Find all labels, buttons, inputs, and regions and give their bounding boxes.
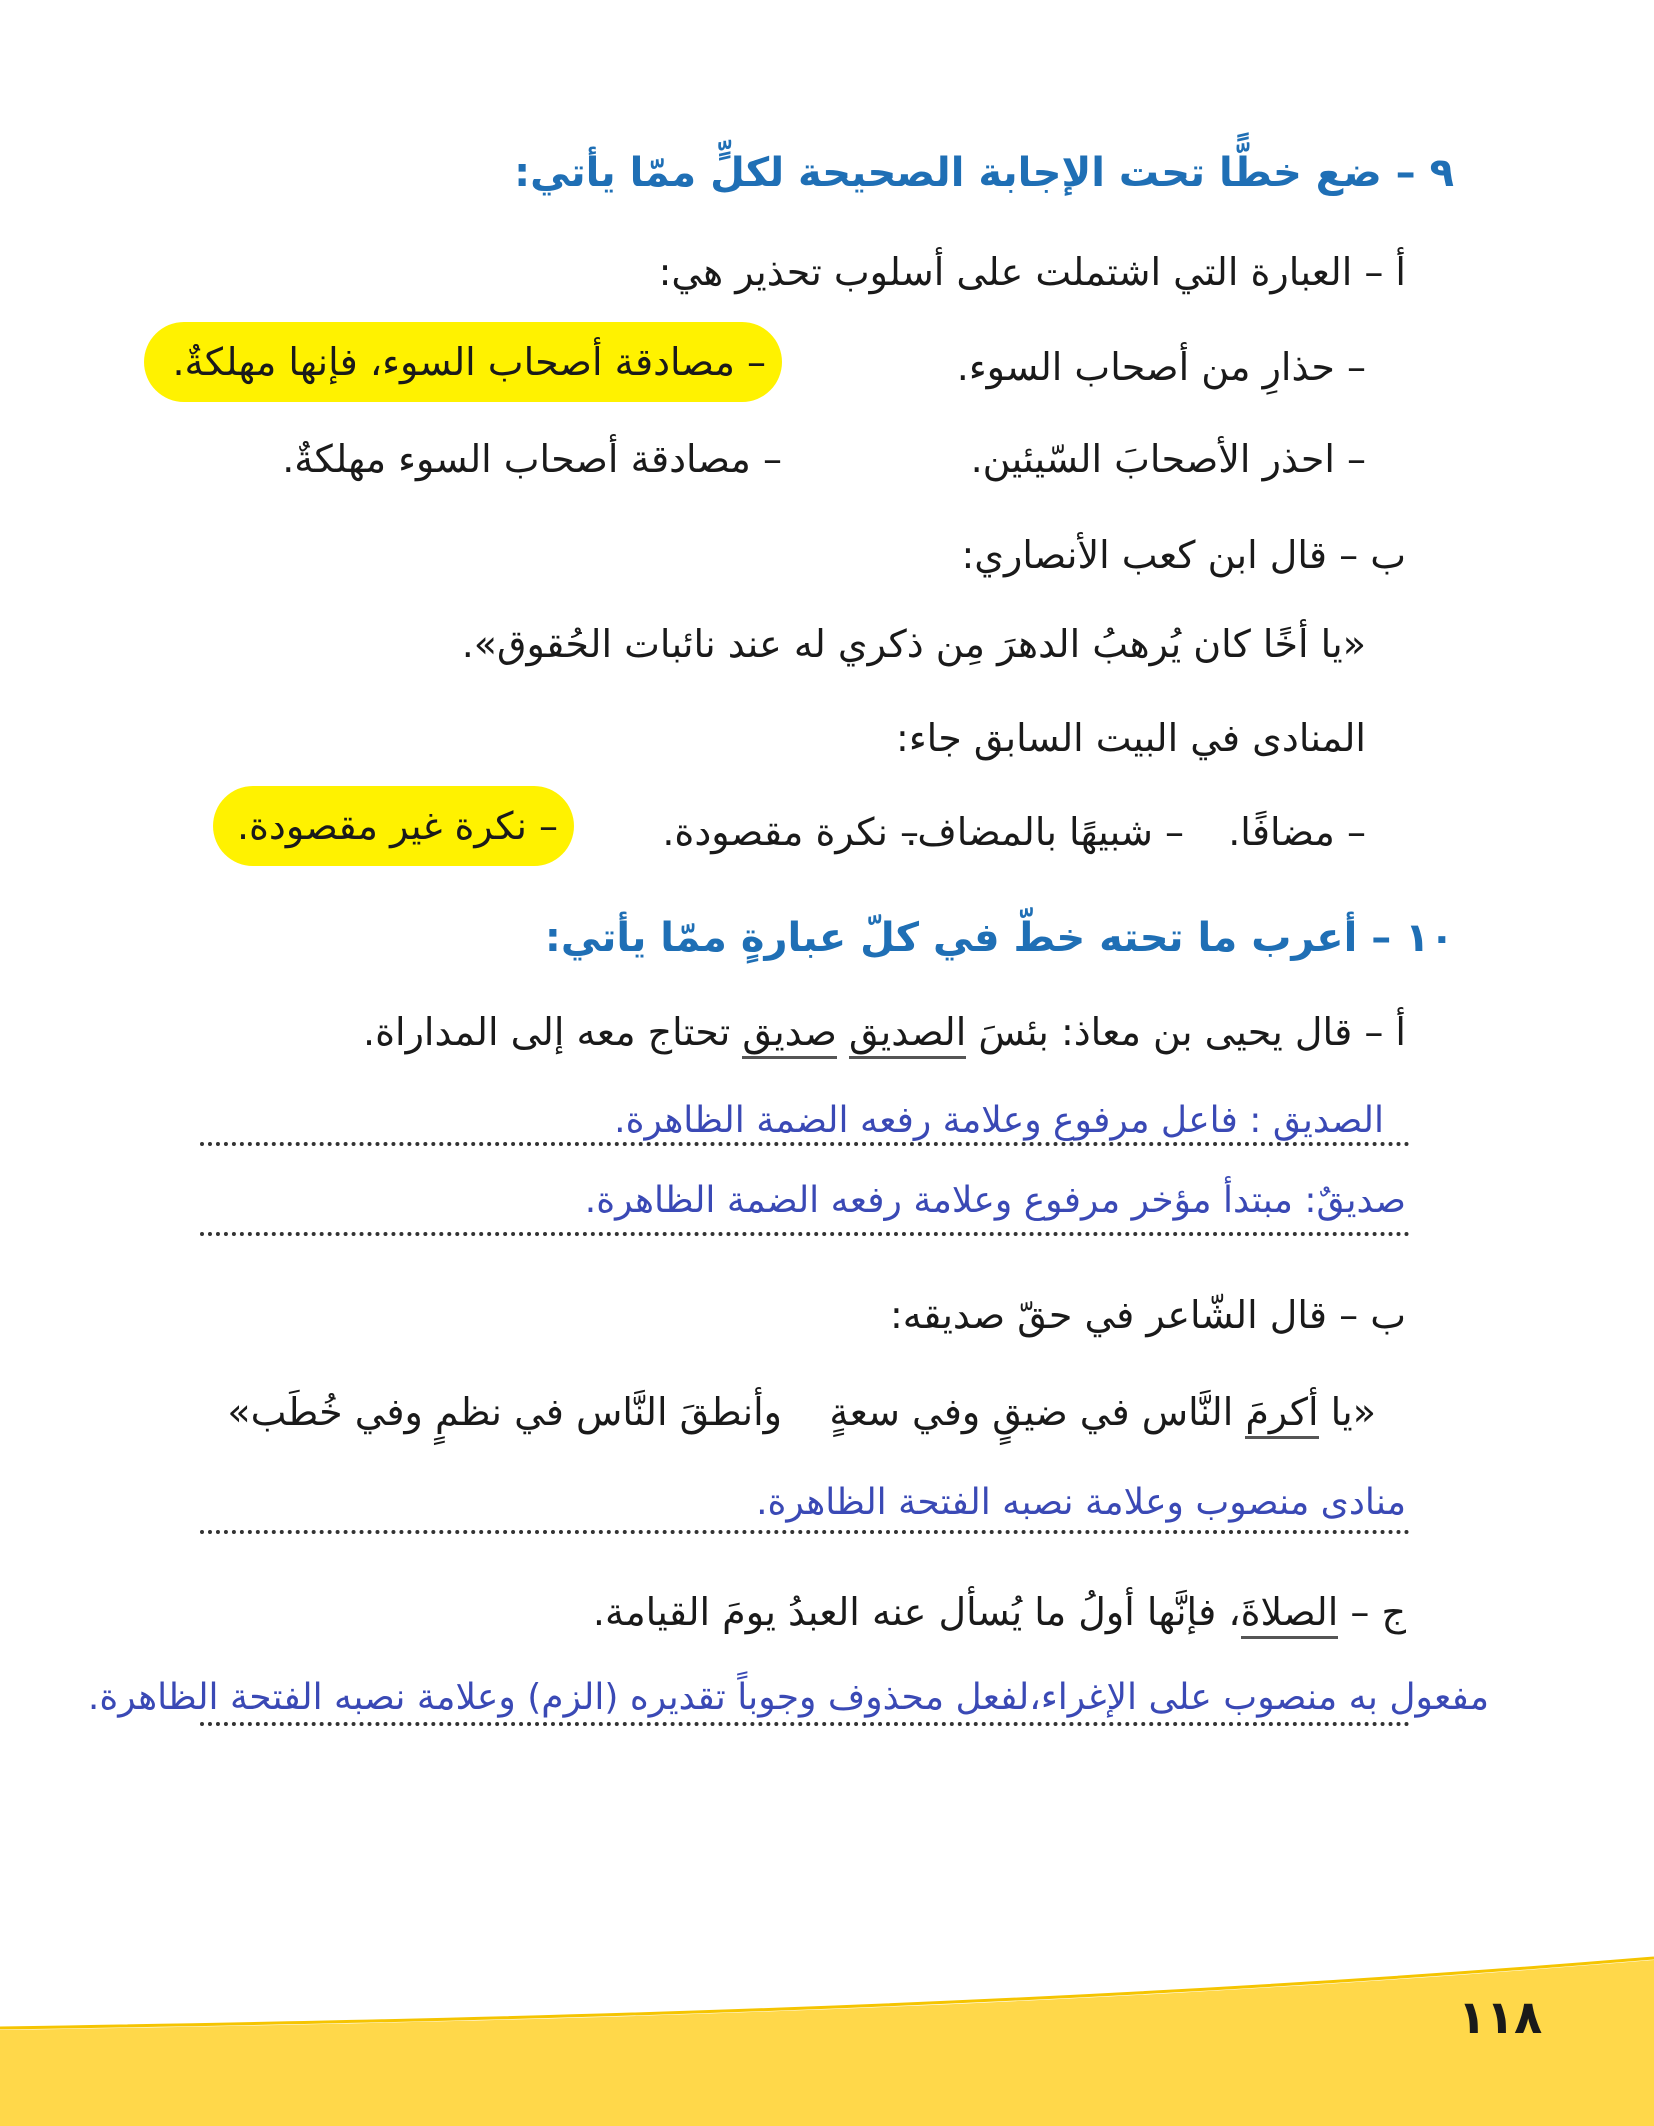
q10-heading: ١٠ – أعرب ما تحته خطّ في كلّ عبارةٍ ممّا يأتي: xyxy=(544,915,1454,961)
q10b-verse-first-half xyxy=(829,1390,1376,1434)
q9b-option-4-selected: – نكرة غير مقصودة. xyxy=(213,786,574,866)
q10a-answer-line-2 xyxy=(200,1232,1410,1236)
q9b-question: المنادى في البيت السابق جاء: xyxy=(896,716,1366,760)
q10a-prefix: أ – قال يحيى بن معاذ: بئسَ xyxy=(966,1010,1406,1054)
q10b-verse-rest-1: النَّاس في ضيقٍ وفي سعةٍ xyxy=(829,1390,1246,1434)
q10b-underlined: أكرمَ xyxy=(1245,1390,1318,1439)
q9a-prompt: أ – العبارة التي اشتملت على أسلوب تحذير هي: xyxy=(658,250,1406,294)
q10a-answer-1: الصديق : فاعل مرفوع وعلامة رفعه الضمة الظاهرة. xyxy=(614,1100,1384,1141)
q10b-answer: منادى منصوب وعلامة نصبه الفتحة الظاهرة. xyxy=(756,1482,1406,1523)
q9a-option-3: – احذر الأصحابَ السّيئين. xyxy=(970,437,1366,481)
q10c-suffix: ، فإنَّها أولُ ما يُسأل عنه العبدُ يومَ القيامة. xyxy=(592,1590,1241,1634)
q9b-option-3: – نكرة مقصودة. xyxy=(662,810,919,854)
q10a-underlined-1: الصديق xyxy=(849,1010,966,1059)
q10c-answer-line xyxy=(200,1722,1410,1726)
q10b-answer-line xyxy=(200,1530,1410,1534)
q9a-option-4: – مصادقة أصحاب السوء مهلكةٌ. xyxy=(282,437,782,481)
q10b-verse-open: «يا xyxy=(1318,1390,1376,1434)
q10a-sentence xyxy=(363,1010,1406,1054)
q9-heading: ٩ – ضع خطًّا تحت الإجابة الصحيحة لكلٍّ ممّا يأتي: xyxy=(514,150,1454,196)
q10a-suffix: تحتاج معه إلى المداراة. xyxy=(363,1010,743,1054)
footer-yellow-band xyxy=(0,1900,1654,2126)
q10b-prompt: ب – قال الشّاعر في حقّ صديقه: xyxy=(889,1293,1406,1337)
q9b-option-2: – شبيهًا بالمضاف. xyxy=(905,810,1184,854)
q10c-prefix: ج – xyxy=(1338,1590,1406,1634)
q9b-verse: «يا أخًا كان يُرهبُ الدهرَ مِن ذكري له عند نائبات الحُقوق». xyxy=(461,622,1366,666)
q10c-sentence xyxy=(593,1590,1406,1634)
q10c-underlined: الصلاةَ xyxy=(1241,1590,1339,1639)
q10b-verse-second-half: وأنطقَ النَّاس في نظمٍ وفي خُطَب» xyxy=(227,1390,782,1434)
q9b-option-1: – مضافًا. xyxy=(1228,810,1366,854)
q9b-prompt: ب – قال ابن كعب الأنصاري: xyxy=(961,533,1406,577)
q9a-option-2-selected: – مصادقة أصحاب السوء، فإنها مهلكةٌ. xyxy=(144,322,782,402)
q10a-underlined-2: صديق xyxy=(742,1010,836,1059)
q10a-answer-2: صديقٌ: مبتدأ مؤخر مرفوع وعلامة رفعه الضمة الظاهرة. xyxy=(584,1180,1406,1221)
q10c-answer: مفعول به منصوب على الإغراء،لفعل محذوف وجوباً تقديره (الزم) وعلامة نصبه الفتحة الظاهرة. xyxy=(87,1677,1489,1718)
q9a-option-1: – حذارِ من أصحاب السوء. xyxy=(956,345,1366,389)
q10a-answer-line-1 xyxy=(200,1142,1410,1146)
page-number: ١١٨ xyxy=(1458,1990,1543,2044)
